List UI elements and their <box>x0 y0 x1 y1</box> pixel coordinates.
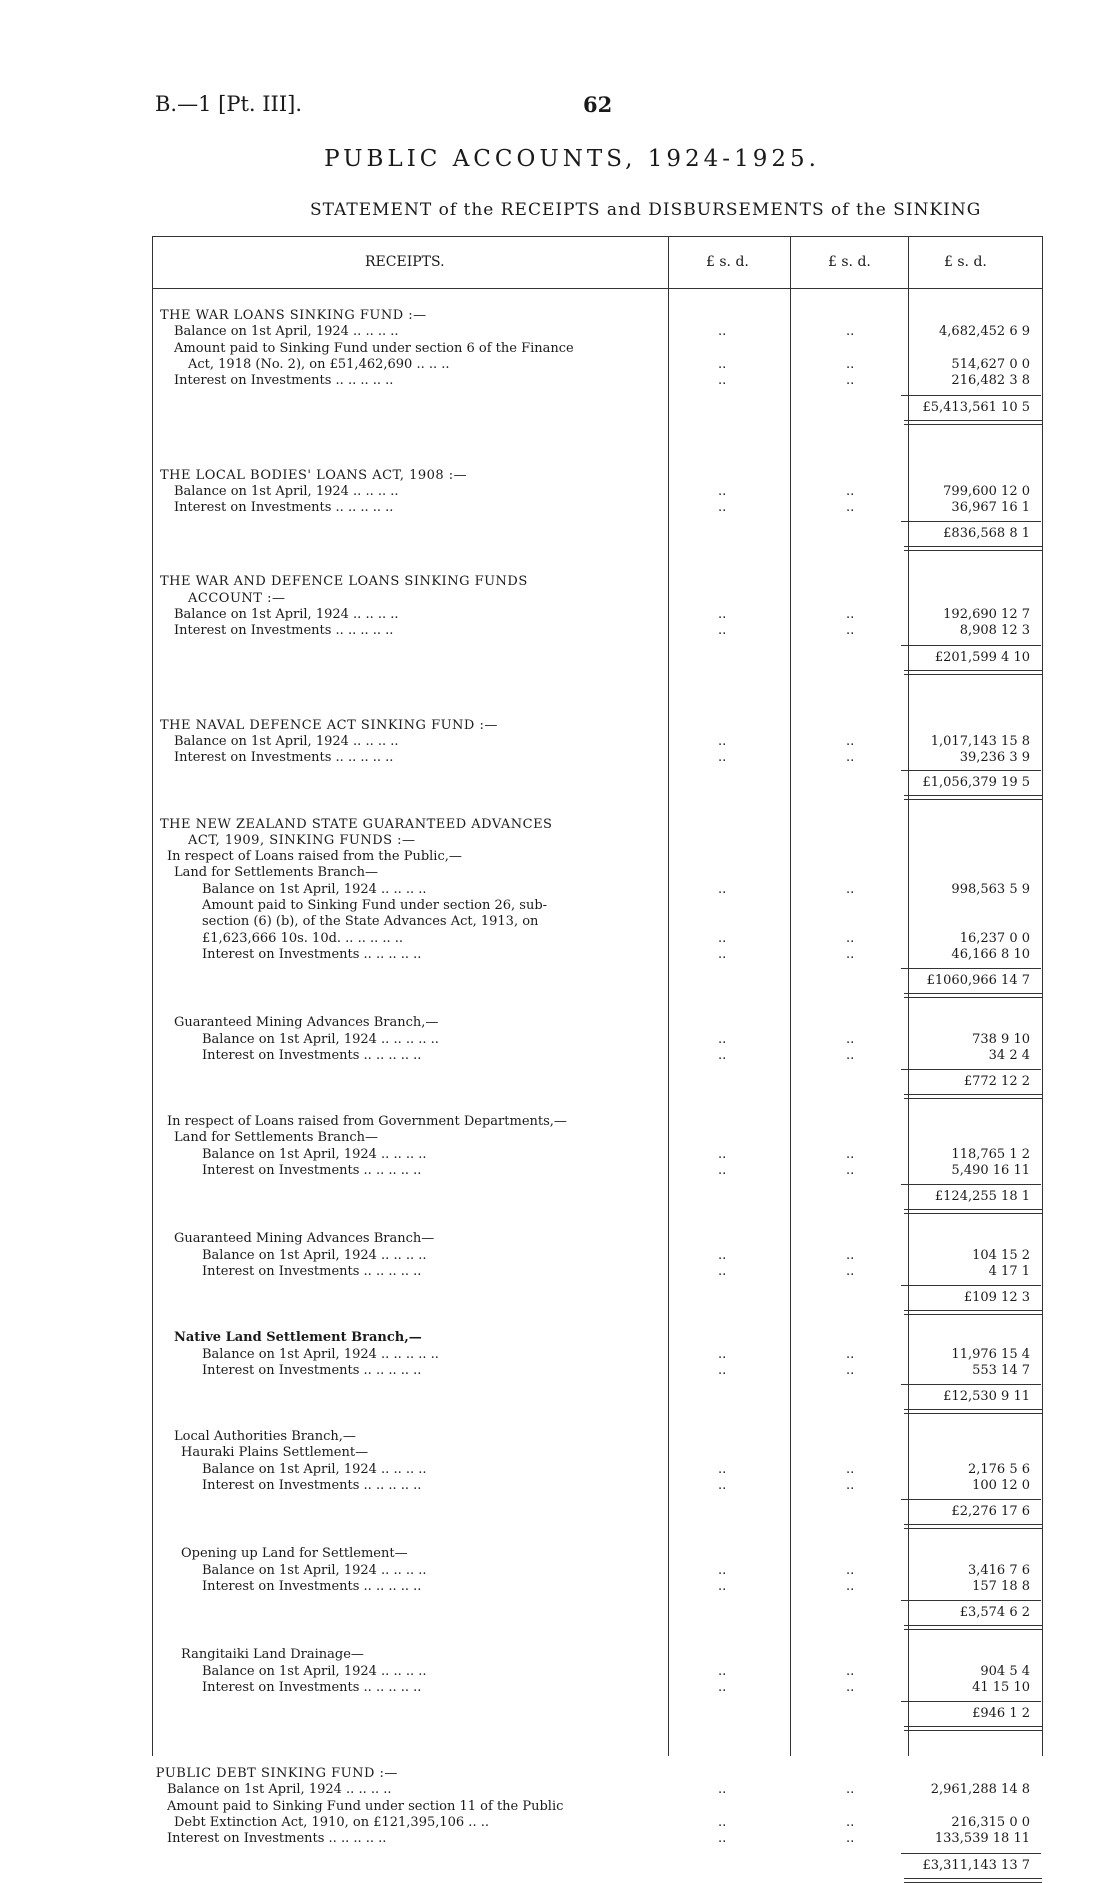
leader-dots-col1: .. <box>718 356 727 372</box>
section-heading: THE NAVAL DEFENCE ACT SINKING FUND :— <box>160 717 498 733</box>
leader-dots-col1: .. <box>718 1146 727 1162</box>
table-row <box>0 1130 1114 1146</box>
section-heading-row <box>0 574 1114 590</box>
row-label: Interest on Investments .. .. .. .. .. <box>202 1679 422 1695</box>
table-row <box>0 1429 1114 1445</box>
row-amount: 157 18 8 <box>972 1578 1030 1594</box>
leader-dots-col2: .. <box>846 1263 855 1279</box>
row-amount: 216,482 3 8 <box>951 373 1030 389</box>
subtotal-row <box>0 1290 1114 1306</box>
row-label: Interest on Investments .. .. .. .. .. <box>202 1478 422 1493</box>
leader-dots-col1: .. <box>718 483 727 499</box>
subtotal-row <box>0 1706 1114 1722</box>
table-row <box>0 1782 1114 1798</box>
leader-dots-col2: .. <box>846 881 855 897</box>
leader-dots-col2: .. <box>846 1047 855 1063</box>
leader-dots-col1: .. <box>718 930 727 946</box>
table-row <box>0 1147 1114 1163</box>
section-heading: THE LOCAL BODIES' LOANS ACT, 1908 :— <box>160 467 468 483</box>
table-row <box>0 324 1114 340</box>
row-amount: 100 12 0 <box>972 1478 1030 1493</box>
row-amount: 118,765 1 2 <box>951 1146 1030 1162</box>
row-label: Balance on 1st April, 1924 .. .. .. .. <box>202 1247 427 1263</box>
table-row <box>0 357 1114 373</box>
row-label: Balance on 1st April, 1924 .. .. .. .. <box>174 733 399 749</box>
table-row <box>0 1363 1114 1379</box>
table-row <box>0 914 1114 930</box>
row-label: Interest on Investments .. .. .. .. .. <box>202 1163 422 1178</box>
subtotal-amount: £124,255 18 1 <box>934 1189 1030 1205</box>
row-amount: 5,490 16 11 <box>951 1163 1030 1178</box>
table-row <box>0 865 1114 881</box>
table-row <box>0 1546 1114 1562</box>
row-amount: 192,690 12 7 <box>943 607 1030 622</box>
row-amount: 2,961,288 14 8 <box>930 1782 1030 1798</box>
row-label: Balance on 1st April, 1924 .. .. .. .. <box>202 1146 427 1162</box>
table-left-border <box>152 236 153 1756</box>
section-heading-row <box>0 468 1114 484</box>
section-heading: THE NEW ZEALAND STATE GUARANTEED ADVANCES <box>160 816 553 832</box>
table-row <box>0 1478 1114 1494</box>
subtotal-double-rule <box>904 670 1042 675</box>
leader-dots-col1: .. <box>718 1782 727 1798</box>
table-row <box>0 1664 1114 1680</box>
row-label: Amount paid to Sinking Fund under section 26, sub- <box>202 898 548 913</box>
leader-dots-col2: .. <box>846 1031 855 1047</box>
table-row <box>0 734 1114 750</box>
row-label: Balance on 1st April, 1924 .. .. .. .. <box>174 607 399 622</box>
row-label: Interest on Investments .. .. .. .. .. <box>202 946 422 962</box>
leader-dots-col1: .. <box>718 946 727 962</box>
row-amount: 16,237 0 0 <box>959 930 1030 946</box>
row-label: In respect of Loans raised from Government Departments,— <box>167 1114 567 1130</box>
row-amount: 46,166 8 10 <box>951 946 1030 962</box>
leader-dots-col2: .. <box>846 1346 855 1362</box>
table-row <box>0 484 1114 500</box>
row-label: Balance on 1st April, 1924 .. .. .. .. <box>202 1663 427 1679</box>
subtotal-rule <box>901 770 1041 771</box>
subtotal-double-rule <box>904 993 1042 998</box>
subtotal-row <box>0 1389 1114 1405</box>
document-reference: B.—1 [Pt. III]. <box>155 92 303 116</box>
page-title: PUBLIC ACCOUNTS, 1924-1925. <box>324 146 820 172</box>
leader-dots-col2: .. <box>846 733 855 749</box>
table-row <box>0 1799 1114 1815</box>
subtotal-rule <box>901 1499 1041 1500</box>
leader-dots-col2: .. <box>846 1362 855 1378</box>
subtotal-row <box>0 775 1114 791</box>
table-row <box>0 1815 1114 1831</box>
subtotal-rule <box>901 521 1041 522</box>
leader-dots-col2: .. <box>846 930 855 946</box>
leader-dots-col1: .. <box>718 1562 727 1578</box>
table-right-border <box>1042 236 1043 1756</box>
leader-dots-col2: .. <box>846 1578 855 1594</box>
leader-dots-col2: .. <box>846 750 855 766</box>
row-label: In respect of Loans raised from the Public,— <box>167 849 462 865</box>
row-label: Act, 1918 (No. 2), on £51,462,690 .. .. .. <box>188 356 450 372</box>
table-row <box>0 1330 1114 1346</box>
leader-dots-col1: .. <box>718 1031 727 1047</box>
subtotal-amount: £201,599 4 10 <box>934 649 1030 665</box>
row-label: Balance on 1st April, 1924 .. .. .. .. <box>202 1562 427 1578</box>
section-heading-row <box>0 833 1114 849</box>
subtotal-amount: £1060,966 14 7 <box>926 973 1030 989</box>
table-row <box>0 1462 1114 1478</box>
leader-dots-col2: .. <box>846 607 855 622</box>
section-heading: ACCOUNT :— <box>188 590 286 606</box>
row-amount: 104 15 2 <box>972 1247 1030 1263</box>
leader-dots-col1: .. <box>718 623 727 639</box>
row-label: Local Authorities Branch,— <box>174 1429 356 1445</box>
row-label: Balance on 1st April, 1924 .. .. .. .. <box>167 1782 392 1798</box>
table-row <box>0 1231 1114 1247</box>
row-amount: 904 5 4 <box>980 1663 1030 1679</box>
amount-column-header-3: £ s. d. <box>944 254 987 270</box>
subtotal-amount: £3,574 6 2 <box>959 1605 1030 1621</box>
row-label: Amount paid to Sinking Fund under section 11 of the Public <box>167 1798 564 1814</box>
row-label: Balance on 1st April, 1924 .. .. .. .. <box>202 881 427 897</box>
subtotal-rule <box>901 1853 1041 1854</box>
row-label: Interest on Investments .. .. .. .. .. <box>174 373 394 389</box>
row-amount: 41 15 10 <box>972 1679 1030 1695</box>
subtotal-double-rule <box>904 1878 1042 1883</box>
table-row <box>0 1032 1114 1048</box>
leader-dots-col1: .. <box>718 373 727 389</box>
leader-dots-col2: .. <box>846 1782 855 1798</box>
row-label: Balance on 1st April, 1924 .. .. .. .. <box>174 483 399 499</box>
leader-dots-col1: .. <box>718 607 727 622</box>
leader-dots-col1: .. <box>718 1478 727 1493</box>
leader-dots-col2: .. <box>846 324 855 340</box>
page-number: 62 <box>583 92 613 117</box>
leader-dots-col1: .. <box>718 1247 727 1263</box>
row-amount: 799,600 12 0 <box>943 483 1030 499</box>
table-row <box>0 1264 1114 1280</box>
subtotal-rule <box>901 1701 1041 1702</box>
row-amount: 133,539 18 11 <box>934 1831 1030 1847</box>
leader-dots-col1: .. <box>718 1362 727 1378</box>
subtotal-double-rule <box>904 420 1042 425</box>
subtotal-amount: £772 12 2 <box>963 1074 1030 1090</box>
subtotal-amount: £5,413,561 10 5 <box>922 399 1030 415</box>
subtotal-row <box>0 1189 1114 1205</box>
row-label: Balance on 1st April, 1924 .. .. .. .. <box>174 324 399 340</box>
subtotal-rule <box>901 1184 1041 1185</box>
row-label: section (6) (b), of the State Advances Act, 1913, on <box>202 914 539 930</box>
row-label: Debt Extinction Act, 1910, on £121,395,106 .. .. <box>174 1815 489 1830</box>
leader-dots-col1: .. <box>718 1346 727 1362</box>
leader-dots-col1: .. <box>718 1461 727 1477</box>
section-heading: PUBLIC DEBT SINKING FUND :— <box>155 1766 398 1782</box>
table-row <box>0 931 1114 947</box>
row-label: Interest on Investments .. .. .. .. .. <box>202 1362 422 1378</box>
table-row <box>0 750 1114 766</box>
row-amount: 34 2 4 <box>988 1047 1030 1063</box>
section-heading: THE WAR LOANS SINKING FUND :— <box>160 308 427 323</box>
subtotal-amount: £2,276 17 6 <box>951 1504 1030 1520</box>
leader-dots-col1: .. <box>718 1578 727 1594</box>
subtotal-row <box>0 1858 1114 1874</box>
row-label: Rangitaiki Land Drainage— <box>181 1647 364 1663</box>
table-row <box>0 607 1114 623</box>
row-label: Guaranteed Mining Advances Branch— <box>174 1231 435 1247</box>
table-row <box>0 898 1114 914</box>
row-label: £1,623,666 10s. 10d. .. .. .. .. .. <box>202 930 404 946</box>
subtotal-row <box>0 650 1114 666</box>
row-amount: 11,976 15 4 <box>951 1346 1030 1362</box>
subtotal-rule <box>901 1600 1041 1601</box>
subtotal-rule <box>901 968 1041 969</box>
subtotal-double-rule <box>904 795 1042 800</box>
section-heading: ACT, 1909, SINKING FUNDS :— <box>188 832 416 848</box>
leader-dots-col1: .. <box>718 1815 727 1830</box>
row-amount: 553 14 7 <box>972 1362 1030 1378</box>
table-row <box>0 947 1114 963</box>
subtotal-row <box>0 526 1114 542</box>
subtotal-double-rule <box>904 1524 1042 1529</box>
subtotal-rule <box>901 1069 1041 1070</box>
section-heading-row <box>0 1766 1114 1782</box>
leader-dots-col2: .. <box>846 373 855 389</box>
amount-column-header-1: £ s. d. <box>706 254 749 270</box>
row-label: Native Land Settlement Branch,— <box>174 1330 422 1346</box>
table-row <box>0 849 1114 865</box>
table-row <box>0 1563 1114 1579</box>
subtotal-amount: £12,530 9 11 <box>943 1389 1030 1405</box>
table-row <box>0 1347 1114 1363</box>
subtotal-row <box>0 400 1114 416</box>
subtotal-rule <box>901 1384 1041 1385</box>
leader-dots-col1: .. <box>718 1679 727 1695</box>
table-row <box>0 1445 1114 1461</box>
table-row <box>0 1647 1114 1663</box>
leader-dots-col2: .. <box>846 1562 855 1578</box>
leader-dots-col2: .. <box>846 483 855 499</box>
subtotal-amount: £109 12 3 <box>963 1290 1030 1306</box>
leader-dots-col2: .. <box>846 1461 855 1477</box>
row-amount: 998,563 5 9 <box>951 881 1030 897</box>
leader-dots-col1: .. <box>718 324 727 340</box>
row-amount: 4 17 1 <box>988 1263 1030 1279</box>
table-row <box>0 1114 1114 1130</box>
table-row <box>0 373 1114 389</box>
row-label: Balance on 1st April, 1924 .. .. .. .. <box>202 1461 427 1477</box>
statement-subtitle: STATEMENT of the RECEIPTS and DISBURSEMENTS of the SINKING <box>310 200 982 220</box>
receipts-column-header: RECEIPTS. <box>365 254 445 270</box>
leader-dots-col2: .. <box>846 946 855 962</box>
table-row <box>0 341 1114 357</box>
row-label: Interest on Investments .. .. .. .. .. <box>174 500 394 516</box>
subtotal-double-rule <box>904 1726 1042 1731</box>
subtotal-double-rule <box>904 1625 1042 1630</box>
row-label: Guaranteed Mining Advances Branch,— <box>174 1015 439 1031</box>
row-label: Amount paid to Sinking Fund under section 6 of the Finance <box>174 340 574 356</box>
leader-dots-col2: .. <box>846 1163 855 1178</box>
row-amount: 514,627 0 0 <box>951 356 1030 372</box>
subtotal-row <box>0 1504 1114 1520</box>
row-amount: 2,176 5 6 <box>967 1461 1030 1477</box>
row-label: Interest on Investments .. .. .. .. .. <box>174 623 394 639</box>
subtotal-double-rule <box>904 546 1042 551</box>
leader-dots-col1: .. <box>718 733 727 749</box>
subtotal-rule <box>901 1285 1041 1286</box>
leader-dots-col1: .. <box>718 1263 727 1279</box>
row-label: Interest on Investments .. .. .. .. .. <box>202 1263 422 1279</box>
leader-dots-col2: .. <box>846 1478 855 1493</box>
leader-dots-col2: .. <box>846 356 855 372</box>
subtotal-amount: £946 1 2 <box>972 1706 1030 1722</box>
leader-dots-col1: .. <box>718 1163 727 1178</box>
leader-dots-col2: .. <box>846 1815 855 1830</box>
table-row <box>0 1163 1114 1179</box>
subtotal-double-rule <box>904 1310 1042 1315</box>
table-row <box>0 623 1114 639</box>
leader-dots-col2: .. <box>846 1663 855 1679</box>
leader-dots-col1: .. <box>718 881 727 897</box>
table-row <box>0 500 1114 516</box>
subtotal-rule <box>901 645 1041 646</box>
subtotal-row <box>0 1074 1114 1090</box>
subtotal-amount: £3,311,143 13 7 <box>922 1857 1030 1873</box>
row-label: Balance on 1st April, 1924 .. .. .. .. .. <box>202 1031 439 1047</box>
leader-dots-col1: .. <box>718 500 727 516</box>
leader-dots-col1: .. <box>718 1663 727 1679</box>
table-row <box>0 1831 1114 1847</box>
subtotal-amount: £836,568 8 1 <box>943 526 1030 542</box>
row-label: Land for Settlements Branch— <box>174 865 379 881</box>
row-amount: 1,017,143 15 8 <box>930 733 1030 749</box>
section-heading-row <box>0 718 1114 734</box>
section-heading: THE WAR AND DEFENCE LOANS SINKING FUNDS <box>160 574 528 590</box>
leader-dots-col1: .. <box>718 1831 727 1847</box>
subtotal-row <box>0 973 1114 989</box>
subtotal-double-rule <box>904 1209 1042 1214</box>
row-label: Interest on Investments .. .. .. .. .. <box>167 1831 387 1847</box>
leader-dots-col1: .. <box>718 750 727 766</box>
row-label: Interest on Investments .. .. .. .. .. <box>202 1578 422 1594</box>
subtotal-rule <box>901 395 1041 396</box>
section-heading-row <box>0 817 1114 833</box>
leader-dots-col2: .. <box>846 1831 855 1847</box>
row-label: Land for Settlements Branch— <box>174 1130 379 1146</box>
row-label: Balance on 1st April, 1924 .. .. .. .. .. <box>202 1346 439 1362</box>
row-amount: 4,682,452 6 9 <box>939 324 1030 340</box>
row-label: Interest on Investments .. .. .. .. .. <box>202 1047 422 1063</box>
amount-column-header-2: £ s. d. <box>828 254 871 270</box>
table-row <box>0 882 1114 898</box>
row-amount: 39,236 3 9 <box>959 750 1030 766</box>
row-amount: 216,315 0 0 <box>951 1815 1030 1830</box>
table-row <box>0 1579 1114 1595</box>
row-amount: 8,908 12 3 <box>959 623 1030 639</box>
leader-dots-col1: .. <box>718 1047 727 1063</box>
subtotal-row <box>0 1605 1114 1621</box>
row-amount: 738 9 10 <box>972 1031 1030 1047</box>
column-divider-1 <box>668 236 669 1756</box>
section-heading-row <box>0 308 1114 324</box>
table-row <box>0 1015 1114 1031</box>
table-row <box>0 1048 1114 1064</box>
row-amount: 36,967 16 1 <box>951 500 1030 516</box>
column-divider-2 <box>790 236 791 1756</box>
table-row <box>0 1248 1114 1264</box>
subtotal-double-rule <box>904 1094 1042 1099</box>
section-heading-row <box>0 591 1114 607</box>
row-label: Hauraki Plains Settlement— <box>181 1445 369 1461</box>
leader-dots-col2: .. <box>846 1247 855 1263</box>
row-label: Opening up Land for Settlement— <box>181 1546 408 1562</box>
leader-dots-col2: .. <box>846 1146 855 1162</box>
row-label: Interest on Investments .. .. .. .. .. <box>174 750 394 766</box>
subtotal-double-rule <box>904 1409 1042 1414</box>
subtotal-amount: £1,056,379 19 5 <box>922 774 1030 790</box>
row-amount: 3,416 7 6 <box>967 1562 1030 1578</box>
leader-dots-col2: .. <box>846 1679 855 1695</box>
leader-dots-col2: .. <box>846 500 855 516</box>
leader-dots-col2: .. <box>846 623 855 639</box>
table-row <box>0 1680 1114 1696</box>
